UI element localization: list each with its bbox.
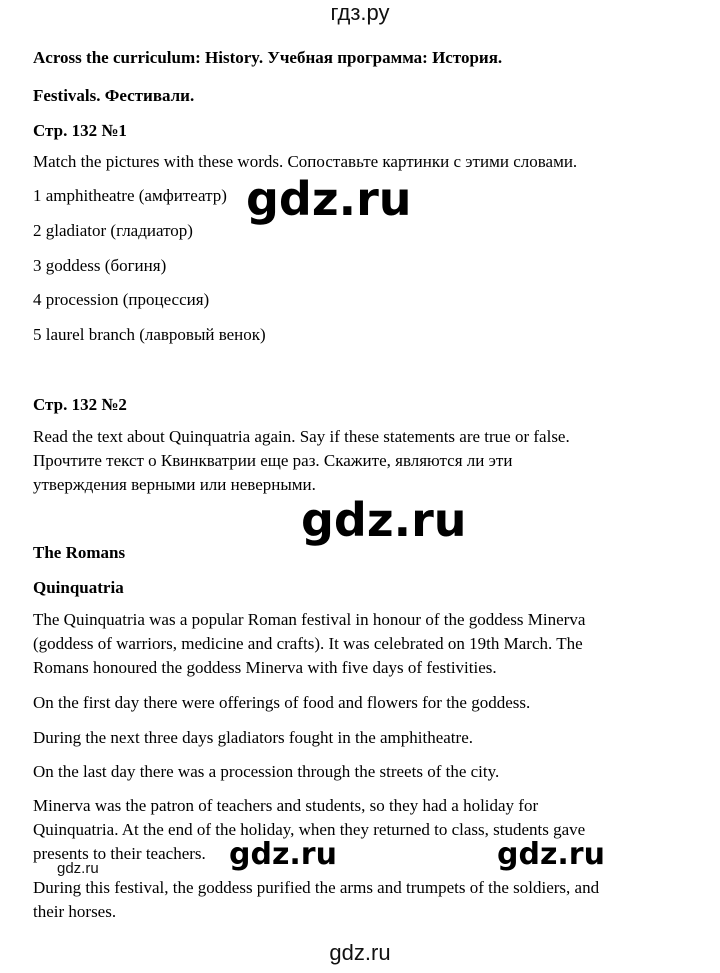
paragraph-line: The Quinquatria was a popular Roman festival in honour of the goddess Minerva (33, 610, 586, 629)
paragraph-line: presents to their teachers. (33, 844, 206, 863)
paragraph-line: Quinquatria. At the end of the holiday, when they returned to class, students gave (33, 820, 586, 839)
paragraph-line: (goddess of warriors, medicine and crafts). It was celebrated on 19th March. The (33, 634, 583, 653)
watermark: gdz.ru (497, 837, 605, 872)
exercise1-instruction: Match the pictures with these words. Сопоставьте картинки с этими словами. (33, 152, 578, 171)
exercise2-instruction-line: утверждения верными или неверными. (33, 475, 316, 494)
paragraph-line: During this festival, the goddess purified the arms and trumpets of the soldiers, and (33, 878, 600, 897)
paragraph-line: their horses. (33, 902, 117, 921)
watermark: gdz.ru (229, 837, 337, 872)
exercise1-title: Стр. 132 №1 (33, 121, 127, 140)
watermark: gdz.ru (246, 172, 412, 226)
site-footer: gdz.ru (329, 940, 391, 965)
word-item: 4 procession (процессия) (33, 290, 210, 309)
paragraph-line: Minerva was the patron of teachers and students, so they had a holiday for (33, 796, 539, 815)
watermark: gdz.ru (301, 493, 467, 547)
exercise2-instruction-line: Read the text about Quinquatria again. Say if these statements are true or false. (33, 427, 570, 446)
exercise2-instruction-line: Прочтите текст о Квинкватрии еще раз. Скажите, являются ли эти (33, 451, 513, 470)
word-item: 1 amphitheatre (амфитеатр) (33, 186, 227, 205)
word-item: 3 goddess (богиня) (33, 256, 167, 275)
paragraph-line: Romans honoured the goddess Minerva with five days of festivities. (33, 658, 497, 677)
paragraph-line: On the last day there was a procession through the streets of the city. (33, 762, 500, 781)
word-item: 2 gladiator (гладиатор) (33, 221, 193, 240)
site-header: гдз.ру (330, 0, 390, 25)
article-section: The Romans (33, 543, 126, 562)
exercise2-title: Стр. 132 №2 (33, 395, 127, 414)
article-title: Quinquatria (33, 578, 124, 597)
paragraph-line: During the next three days gladiators fought in the amphitheatre. (33, 728, 473, 747)
watermark-small: gdz.ru (57, 860, 99, 877)
paragraph-line: On the first day there were offerings of food and flowers for the goddess. (33, 693, 531, 712)
word-item: 5 laurel branch (лавровый венок) (33, 325, 266, 344)
topic-heading: Festivals. Фестивали. (33, 86, 195, 105)
section-heading: Across the curriculum: History. Учебная программа: История. (33, 48, 503, 67)
